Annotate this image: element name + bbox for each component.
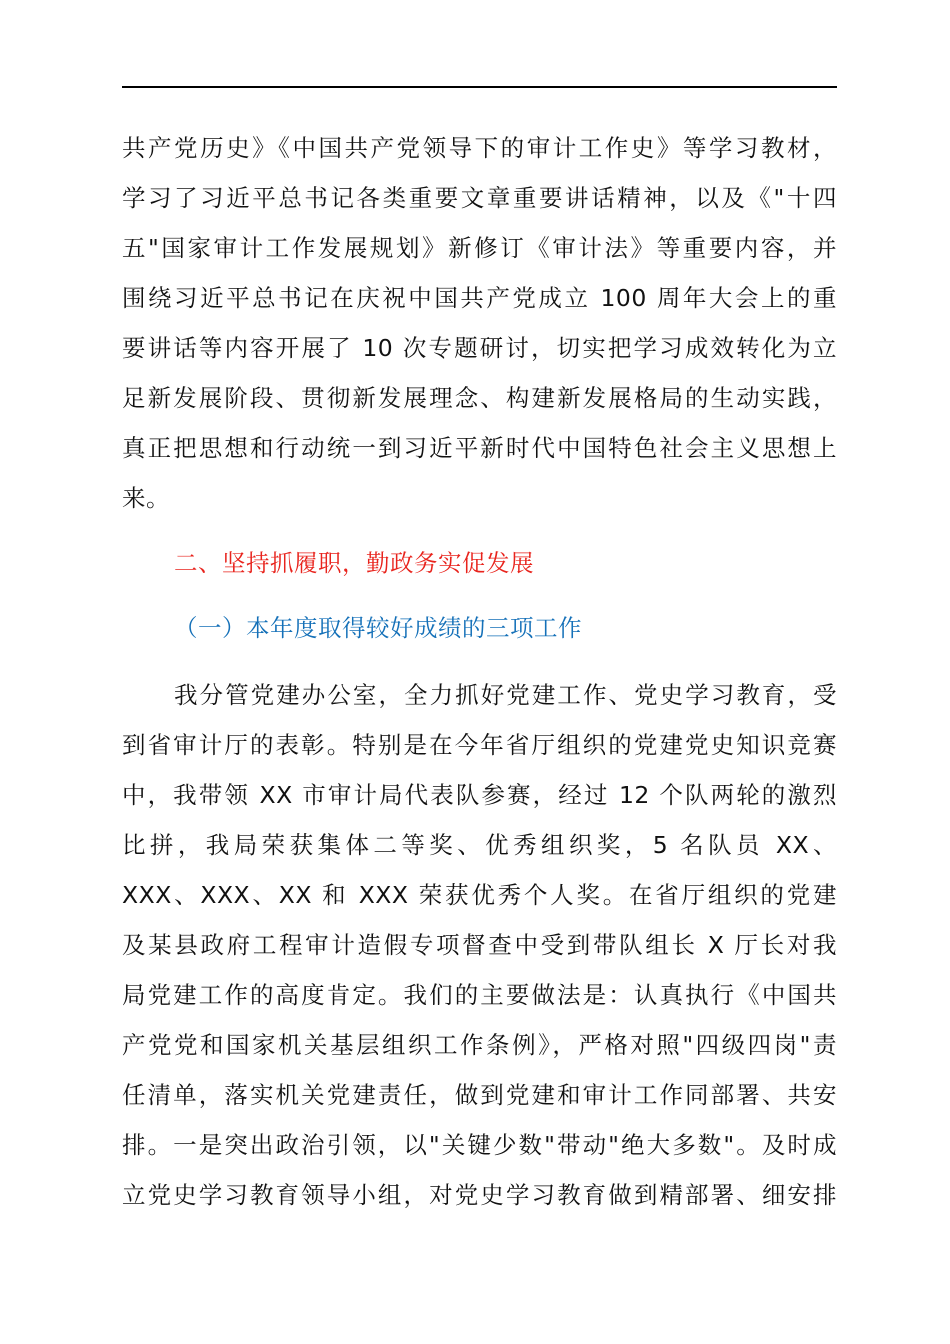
paragraph-line: 共产党历史》《中国共产党领导下的审计工作史》等学习教材， bbox=[122, 134, 837, 162]
paragraph-line: 围绕习近平总书记在庆祝中国共产党成立 100 周年大会上的重 bbox=[122, 284, 837, 312]
paragraph-line: 要讲话等内容开展了 10 次专题研讨，切实把学习成效转化为立 bbox=[122, 334, 837, 362]
paragraph-line: 我分管党建办公室，全力抓好党建工作、党史学习教育，受 bbox=[174, 681, 837, 709]
paragraph-line: 及某县政府工程审计造假专项督查中受到带队组长 X 厅长对我 bbox=[122, 931, 837, 959]
paragraph-line: 足新发展阶段、贯彻新发展理念、构建新发展格局的生动实践， bbox=[122, 384, 837, 412]
paragraph-line: 学习了习近平总书记各类重要文章重要讲话精神，以及《"十四 bbox=[122, 184, 837, 212]
paragraph-line: 局党建工作的高度肯定。我们的主要做法是：认真执行《中国共 bbox=[122, 981, 837, 1009]
section-heading: 二、坚持抓履职，勤政务实促发展 bbox=[174, 549, 534, 577]
paragraph-line: 五"国家审计工作发展规划》新修订《审计法》等重要内容，并 bbox=[122, 234, 837, 262]
paragraph-line: 真正把思想和行动统一到习近平新时代中国特色社会主义思想上 bbox=[122, 434, 837, 462]
paragraph-line: XXX、XXX、XX 和 XXX 荣获优秀个人奖。在省厅组织的党建 bbox=[122, 881, 837, 909]
paragraph-line: 排。一是突出政治引领，以"关键少数"带动"绝大多数"。及时成 bbox=[122, 1131, 837, 1159]
paragraph-line: 到省审计厅的表彰。特别是在今年省厅组织的党建党史知识竞赛 bbox=[122, 731, 837, 759]
header-rule bbox=[122, 86, 837, 88]
paragraph-line: 立党史学习教育领导小组，对党史学习教育做到精部署、细安排 bbox=[122, 1181, 837, 1209]
paragraph-line: 任清单，落实机关党建责任，做到党建和审计工作同部署、共安 bbox=[122, 1081, 837, 1109]
paragraph-line: 比拼，我局荣获集体二等奖、优秀组织奖，5 名队员 XX、 bbox=[122, 831, 837, 859]
subsection-heading: （一）本年度取得较好成绩的三项工作 bbox=[174, 614, 582, 642]
paragraph-line: 产党党和国家机关基层组织工作条例》，严格对照"四级四岗"责 bbox=[122, 1031, 837, 1059]
paragraph-line: 来。 bbox=[122, 484, 170, 512]
paragraph-line: 中，我带领 XX 市审计局代表队参赛，经过 12 个队两轮的激烈 bbox=[122, 781, 837, 809]
